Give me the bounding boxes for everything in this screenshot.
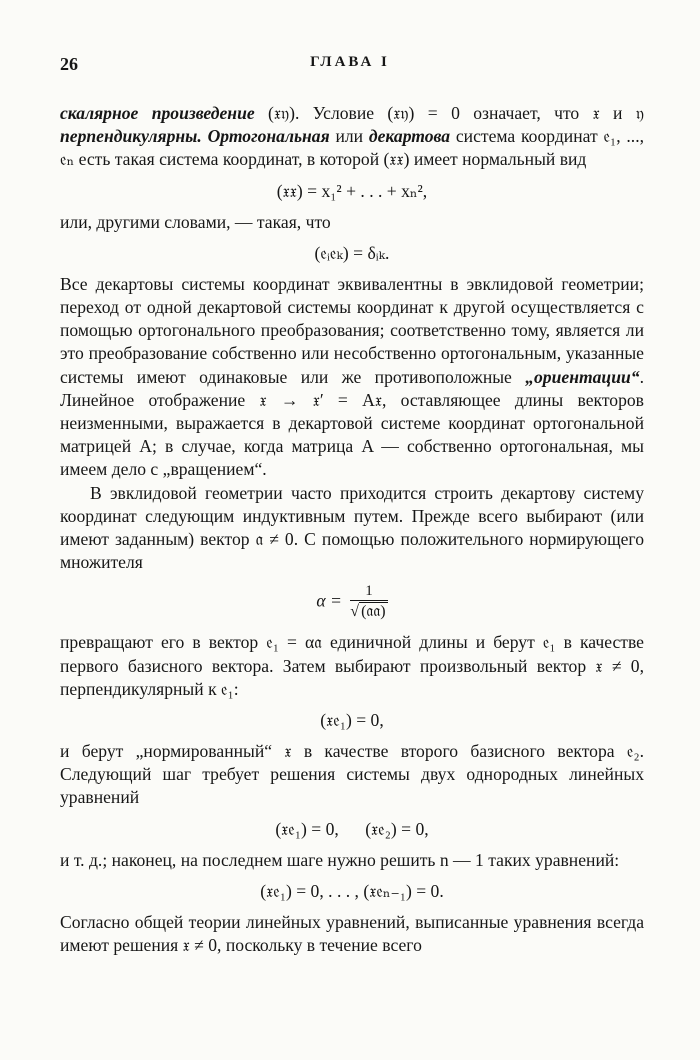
equation-system-n: (𝔵𝔢₁) = 0, . . . , (𝔵𝔢ₙ₋₁) = 0. — [260, 880, 444, 901]
page-number: 26 — [60, 54, 78, 74]
paragraph-6: и берут „нормированный“ 𝔵 в качестве второго базисного вектора 𝔢₂. Следующий шаг требует решения системы двух однородных линейных уравнений — [60, 741, 644, 808]
text-run: система координат 𝔢₁, ..., 𝔢ₙ есть такая система координат, в которой (𝔵𝔵) имеет нормальный вид — [60, 126, 644, 170]
equation-lhs: α = — [316, 591, 342, 611]
equation-perpendicular: (𝔵𝔢₁) = 0, — [320, 710, 384, 731]
page-body — [60, 102, 644, 957]
paragraph-1 — [60, 102, 644, 172]
chapter-title: ГЛАВА I — [310, 54, 390, 70]
equation-normalizer — [60, 582, 644, 623]
fraction-denominator — [350, 601, 387, 623]
term-perpendicular: перпендикулярны. Ортогональная — [60, 126, 330, 147]
paragraph-7: и т. д.; наконец, на последнем шаге нужно решить n — 1 таких уравнений: — [60, 849, 620, 870]
text-run: . Линейное отображение 𝔵 → 𝔵′ = A𝔵, оставляющее длины векторов неизменными, выражается в декартовой системе координат ортогональной матрицей A; в случае, когда матрица A — собственно ортогональная, мы имеем дело с „вращением“. — [60, 366, 644, 480]
text-run: (𝔵𝔶). Условие (𝔵𝔶) = 0 означает, что 𝔵 и 𝔶 — [254, 103, 644, 123]
paragraph-8: Согласно общей теории линейных уравнений, выписанные уравнения всегда имеют решения 𝔵 ≠ 0, поскольку в течение всего — [60, 911, 644, 956]
fraction — [350, 582, 387, 623]
paragraph-2: или, другими словами, — такая, что — [60, 211, 331, 232]
text-run: или — [329, 126, 369, 147]
term-orientation: „ориентации“ — [525, 366, 640, 387]
sqrt-sign: √ — [350, 603, 360, 621]
paragraph-3 — [60, 273, 644, 482]
equation-kronecker: (𝔢ᵢ𝔢ₖ) = δᵢₖ. — [314, 242, 390, 263]
text-run: Все декартовы системы координат эквивалентны в эвклидовой геометрии; переход от одной декартовой системы координат к другой осуществляется с помощью ортогонального преобразования; соответственно тому, является ли это преобразование собственно или несобственно ортогональным, указанные системы имеют одинаковые или же противоположные — [60, 273, 644, 387]
paragraph-5: превращают его в вектор 𝔢₁ = α𝔞 единичной длины и берут 𝔢₁ в качестве первого базисного вектора. Затем выбирают произвольный вектор 𝔵 ≠ 0, перпендикулярный к 𝔢₁: — [60, 632, 644, 699]
equation-system-two: (𝔵𝔢₁) = 0, (𝔵𝔢₂) = 0, — [275, 818, 429, 839]
radicand: (𝔞𝔞) — [361, 603, 386, 621]
term-scalar-product: скалярное произведение — [60, 103, 255, 123]
paragraph-4: В эвклидовой геометрии часто приходится строить декартову систему координат следующим индуктивным путем. Прежде всего выбирают (или имеют заданным) вектор 𝔞 ≠ 0. С помощью положительного нормирующего множителя — [60, 482, 644, 573]
fraction-numerator: 1 — [350, 582, 387, 601]
term-cartesian: декартова — [368, 126, 451, 147]
equation-norm: (𝔵𝔵) = x₁² + . . . + xₙ², — [276, 180, 428, 201]
